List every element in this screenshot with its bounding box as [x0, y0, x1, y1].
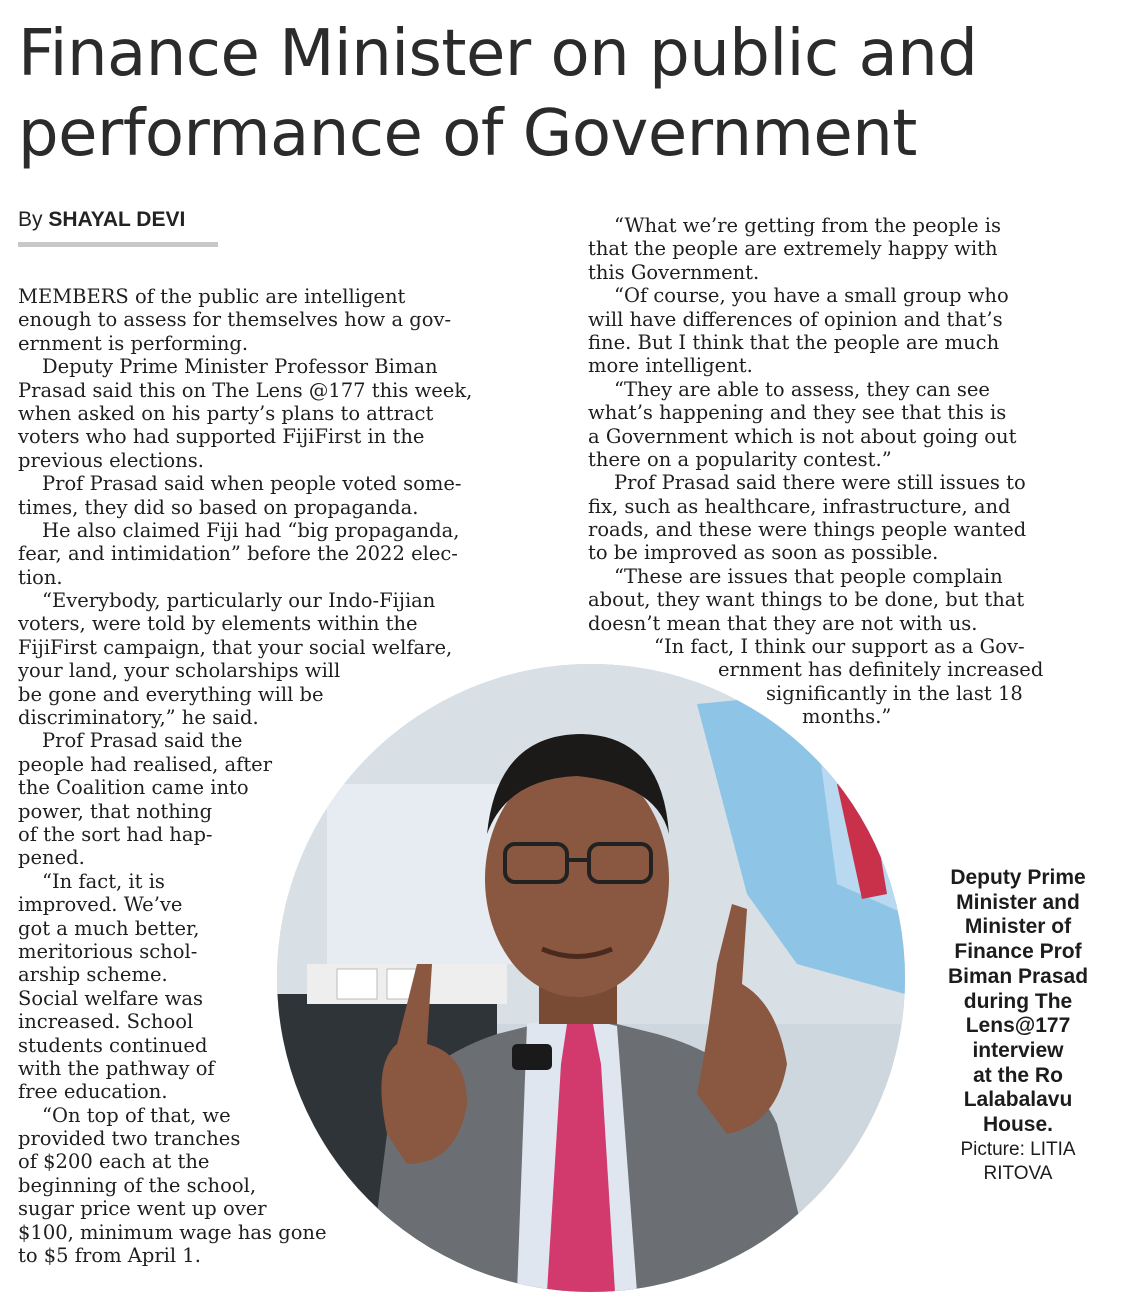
text-line: fine. But I think that the people are much	[588, 330, 1000, 354]
text-line: Prof Prasad said when people voted some-	[42, 472, 462, 496]
text-line: of the sort had hap-	[18, 822, 213, 846]
text-line: “They are able to assess, they can see	[614, 377, 990, 401]
caption-line: Deputy Prime	[950, 866, 1086, 889]
text-line: increased. School	[18, 1010, 194, 1034]
text-line: roads, and these were things people wanted	[588, 518, 1027, 542]
text-line: Prasad said this on The Lens @177 this week,	[18, 378, 473, 402]
text-line: be gone and everything will be	[18, 682, 324, 706]
text-line: months.”	[802, 705, 892, 729]
photo-caption	[926, 866, 1110, 1186]
caption-line: Minister of	[964, 915, 1072, 939]
text-line: that the people are extremely happy with	[588, 237, 998, 261]
text-line: FijiFirst campaign, that your social welfare,	[18, 635, 453, 659]
caption-line: House.	[982, 1113, 1053, 1137]
text-line: with the pathway of	[18, 1056, 215, 1080]
text-line: MEMBERS of the public are intelligent	[18, 285, 406, 308]
caption-line: RITOVA	[983, 1162, 1053, 1184]
text-line: “These are issues that people complain	[614, 564, 1003, 588]
text-line: enough to assess for themselves how a gov-	[18, 308, 452, 332]
text-line: $100, minimum wage has gone	[18, 1220, 327, 1244]
text-line: will have differences of opinion and that’s	[588, 307, 1003, 331]
text-line: your land, your scholarships will	[18, 659, 341, 683]
caption-text	[926, 866, 1110, 1138]
text-line: “In fact, I think our support as a Gov-	[654, 635, 1025, 659]
text-line: power, that nothing	[18, 799, 213, 823]
caption-line: during The	[963, 989, 1073, 1013]
text-line: ernment is performing.	[18, 331, 249, 355]
text-line: when asked on his party’s plans to attract	[18, 401, 434, 425]
text-line: Deputy Prime Minister Professor Biman	[42, 355, 438, 379]
text-line: “In fact, it is	[42, 869, 165, 893]
text-line: of $200 each at the	[18, 1150, 210, 1174]
caption-line: Picture: LITIA	[960, 1138, 1076, 1160]
text-line: there on a popularity contest.”	[588, 447, 892, 471]
text-line: fix, such as healthcare, infrastructure, and	[588, 494, 1011, 518]
text-line: sugar price went up over	[18, 1197, 267, 1221]
caption-line: Lalabalavu	[963, 1088, 1073, 1112]
text-line: about, they want things to be done, but that	[588, 588, 1025, 612]
byline-prefix: By	[18, 208, 43, 231]
text-line: times, they did so based on propaganda.	[18, 495, 419, 519]
byline-author: SHAYAL DEVI	[48, 208, 186, 231]
text-line: provided two tranches	[18, 1127, 241, 1151]
text-line: to $5 from April 1.	[18, 1244, 201, 1268]
caption-line: at the Ro	[973, 1063, 1063, 1087]
text-line: Social welfare was	[18, 986, 204, 1010]
text-line: voters, were told by elements within the	[18, 612, 418, 636]
article-column-right	[588, 214, 1114, 729]
caption-line: Lens@177	[965, 1014, 1071, 1038]
text-line: “Everybody, particularly our Indo-Fijian	[42, 589, 436, 613]
text-line: meritorious schol-	[18, 939, 198, 963]
caption-line: Finance Prof	[954, 940, 1082, 964]
byline	[18, 208, 185, 232]
text-line: voters who had supported FijiFirst in the	[18, 425, 425, 449]
text-line: improved. We’ve	[18, 893, 183, 917]
text-line: ernment has definitely increased	[718, 658, 1044, 682]
caption-line: Minister and	[956, 890, 1080, 914]
headline	[18, 14, 1108, 174]
caption-line: interview	[972, 1038, 1064, 1062]
text-line: Prof Prasad said there were still issues to	[614, 471, 1026, 495]
text-line: more intelligent.	[588, 354, 753, 378]
text-line: got a much better,	[18, 916, 200, 940]
text-line: fear, and intimidation” before the 2022 elec-	[18, 542, 458, 566]
text-line: doesn’t mean that they are not with us.	[588, 611, 978, 635]
text-line: a Government which is not about going out	[588, 424, 1017, 448]
text-line: significantly in the last 18	[766, 681, 1023, 705]
text-line: to be improved as soon as possible.	[588, 541, 939, 565]
text-line: “What we’re getting from the people is	[614, 214, 1002, 237]
text-line: people had realised, after	[18, 752, 273, 776]
text-line: previous elections.	[18, 448, 204, 472]
byline-rule	[18, 242, 218, 247]
text-line: students continued	[18, 1033, 208, 1057]
headline-line-1: Finance Minister on public and	[18, 17, 978, 91]
text-line: “On top of that, we	[42, 1103, 231, 1127]
photo-illustration	[277, 664, 905, 1292]
headline-line-2: performance of Government	[18, 97, 917, 171]
caption-line: Biman Prasad	[947, 964, 1089, 988]
text-line: beginning of the school,	[18, 1173, 257, 1197]
text-line: tion.	[18, 565, 63, 589]
photo-credit	[926, 1138, 1110, 1186]
text-line: what’s happening and they see that this is	[588, 401, 1007, 425]
text-line: pened.	[18, 846, 85, 870]
text-line: “Of course, you have a small group who	[614, 284, 1009, 308]
text-line: He also claimed Fiji had “big propaganda,	[42, 518, 460, 542]
text-line: arship scheme.	[18, 963, 168, 987]
article-photo	[277, 664, 905, 1292]
text-line: discriminatory,” he said.	[18, 706, 259, 730]
text-line: Prof Prasad said the	[42, 729, 243, 753]
text-line: free education.	[18, 1080, 168, 1104]
text-line: the Coalition came into	[18, 776, 249, 800]
text-line: this Government.	[588, 260, 760, 284]
